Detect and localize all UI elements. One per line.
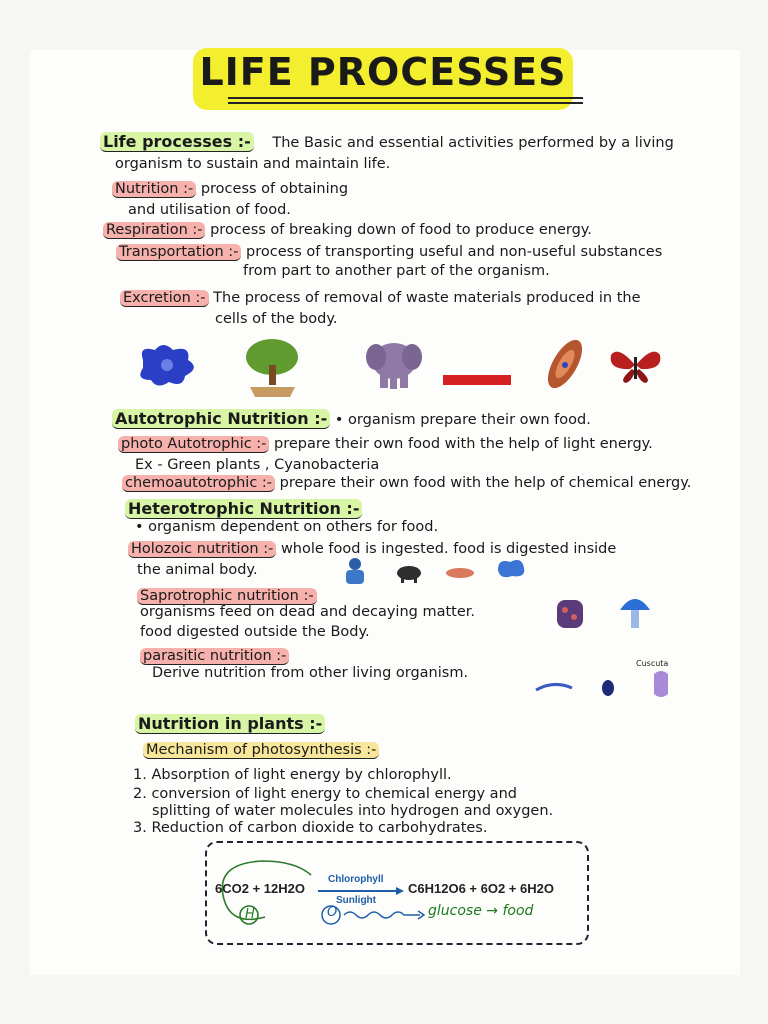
mushroom-icon: [618, 592, 652, 632]
elephant-icon: [362, 337, 424, 392]
photo-autotrophic-line: [118, 435, 653, 453]
tree-icon: [240, 335, 305, 400]
holozoic-def: whole food is ingested. food is digested inside: [280, 541, 617, 557]
excretion-line: [120, 289, 641, 307]
respiration-line: [103, 221, 592, 239]
step-2-cont: splitting of water molecules into hydrogen and oxygen.: [152, 803, 554, 819]
autotrophic-term: Autotrophic Nutrition :-: [112, 409, 330, 429]
equation-catalyst: Chlorophyll: [328, 874, 384, 885]
holozoic-term: Holozoic nutrition :-: [128, 541, 276, 558]
cuscuta-icon: [650, 670, 672, 700]
excretion-term: Excretion :-: [120, 290, 209, 307]
mechanism-line: [143, 741, 379, 759]
transportation-def: process of transporting useful and non-useful substances: [246, 244, 663, 260]
title-underline: [228, 97, 583, 99]
nutrition-line: [112, 180, 348, 198]
oxygen-label: O: [327, 905, 338, 920]
life-processes-term: Life processes :-: [100, 132, 254, 152]
photo-autotrophic-term: photo Autotrophic :-: [118, 436, 269, 453]
holozoic-line: [128, 540, 616, 558]
chemo-autotrophic-def: prepare their own food with the help of chemical energy.: [279, 475, 692, 491]
autotrophic-example: Ex - Green plants , Cyanobacteria: [135, 457, 380, 473]
paramecium-small-icon: [444, 565, 476, 581]
parasitic-line: [140, 647, 289, 665]
title-underline-2: [228, 102, 583, 104]
autotrophic-line: [112, 410, 591, 429]
annotation-loop-icon: [215, 855, 315, 935]
heterotrophic-term: Heterotrophic Nutrition :-: [125, 499, 362, 519]
chemo-autotrophic-line: [122, 474, 691, 492]
life-processes-def: The Basic and essential activities performed by a living: [272, 135, 674, 151]
transportation-term: Transportation :-: [116, 244, 241, 261]
holozoic-def-2: the animal body.: [137, 562, 258, 578]
mechanism-term: Mechanism of photosynthesis :-: [143, 742, 379, 759]
equation-products: C6H12O6 + 6O2 + 6H2O: [408, 881, 554, 896]
respiration-def: process of breaking down of food to produce energy.: [210, 222, 592, 238]
autotrophic-def: • organism prepare their own food.: [334, 412, 591, 428]
parasitic-term: parasitic nutrition :-: [140, 648, 289, 665]
bread-mould-icon: [555, 598, 585, 630]
life-processes-line: [100, 133, 674, 152]
paramecium-icon: [543, 335, 588, 393]
amoeba-icon: [133, 340, 203, 390]
equation-reactants: 6CO2 + 12H2O: [215, 881, 305, 896]
heterotrophic-def: • organism dependent on others for food.: [135, 519, 439, 535]
amoeba-small-icon: [494, 556, 528, 580]
saprotrophic-def: organisms feed on dead and decaying matter.: [140, 604, 476, 620]
saprotrophic-term: Saprotrophic nutrition :-: [137, 588, 317, 605]
step-3: 3. Reduction of carbon dioxide to carbohydrates.: [133, 820, 488, 836]
excretion-def: The process of removal of waste materials produced in the: [213, 290, 641, 306]
tapeworm-icon: [534, 680, 574, 694]
step-2: 2. conversion of light energy to chemical energy and: [133, 786, 517, 802]
nutrition-def-2: and utilisation of food.: [128, 202, 291, 218]
saprotrophic-def-2: food digested outside the Body.: [140, 624, 370, 640]
cow-icon: [395, 562, 423, 584]
step-1: 1. Absorption of light energy by chlorophyll.: [133, 767, 452, 783]
nutrition-plants-term: Nutrition in plants :-: [135, 714, 325, 734]
nutrition-def: process of obtaining: [200, 181, 349, 197]
excretion-def-2: cells of the body.: [215, 311, 338, 327]
cuscuta-label: Cuscuta: [636, 659, 669, 668]
respiration-term: Respiration :-: [103, 222, 205, 239]
chemo-autotrophic-term: chemoautotrophic :-: [122, 475, 275, 492]
transportation-line: [116, 243, 662, 261]
photo-autotrophic-def: prepare their own food with the help of light energy.: [274, 436, 653, 452]
parasitic-def: Derive nutrition from other living organism.: [152, 665, 469, 681]
glucose-note: glucose → food: [428, 903, 534, 919]
person-eating-icon: [340, 556, 370, 586]
nutrition-plants-line: [135, 715, 325, 734]
hydrogen-label: H: [245, 907, 255, 922]
life-processes-def-2: organism to sustain and maintain life.: [115, 156, 391, 172]
nutrition-term: Nutrition :-: [112, 181, 196, 198]
transportation-def-2: from part to another part of the organism.: [243, 263, 550, 279]
red-bar-icon: [443, 373, 511, 387]
butterfly-icon: [608, 345, 663, 385]
heterotrophic-line: [125, 500, 362, 519]
page-title: LIFE PROCESSES: [199, 50, 567, 94]
louse-icon: [598, 676, 618, 698]
equation-condition: Sunlight: [336, 895, 376, 906]
